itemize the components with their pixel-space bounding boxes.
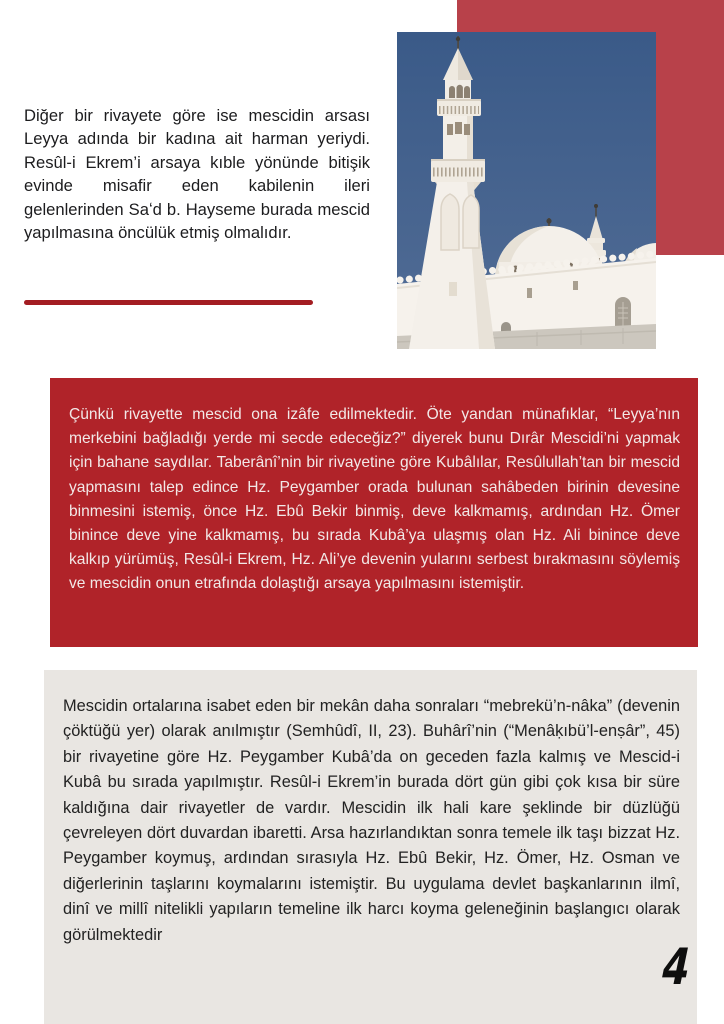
gray-content-box: [44, 670, 697, 1024]
mosque-illustration: [397, 32, 656, 349]
intro-paragraph: Diğer bir rivayete göre ise mescidin arsası Leyya adında bir kadına ait harman yeriydi. Resûl-i Ekrem’i arsaya kıble yönünde bitişik evinde misafir eden kabilenin ileri gelenlerinden Saʻd b. Hayseme burada mescid yapılmasına öncülük etmiş olmalıdır.: [24, 106, 370, 243]
gray-box-paragraph: Mescidin ortalarına isabet eden bir mekân daha sonraları “mebrekü’n-nâka” (devenin çöktüğü yer) olarak anılmıştır (Semhûdî, II, 23). Buhârî’nin (“Menâḳıbü’l-enṣâr”, 45) bir rivayetine göre Hz. Peygamber Kubâ’da on geceden fazla kalmış ve Mescid-i Kubâ bu sırada yapılmıştır. Resûl-i Ekrem’in burada dört gün gibi çok kısa bir süre kaldığına dair rivayetler de vardır. Mescidin ilk hali kare şeklinde bir düzlüğü çevreleyen dört duvardan ibaretti. Arsa hazırlandıktan sonra temele ilk taşı bizzat Hz. Peygamber koymuş, ardından sırasıyla Hz. Ebû Bekir, Hz. Ömer, Hz. Osman ve diğerlerinin taşlarını koymalarını istemiştir. Bu uygulama devlet başkanlarının ilmî, dinî ve millî nitelikli yapıların temeline ilk harcı koyma geleneğinin başlangıcı olarak görülmektedir: [63, 697, 680, 944]
red-divider: [24, 300, 313, 305]
red-highlight-box: [50, 378, 698, 647]
red-box-paragraph: Çünkü rivayette mescid ona izâfe edilmektedir. Öte yandan münafıklar, “Leyya’nın merkebini bağladığı yerde mi secde edeceğiz?” diyerek bunu Dırâr Mescidi’ni yapmak için bahane saydılar. Taberânî’nin bir rivayetine göre Kubâlılar, Resûlullah’tan bir mescid yapmasını talep edince Hz. Peygamber orada bulunan sahâbeden birinin devesine binmesini istemiş, önce Hz. Ebû Bekir binmiş, deve kalkmamış, ardından Hz. Ömer binince deve yine kalkmamış, bu sırada Kubâ’ya ulaşmış olan Hz. Ali binince deve kalkıp yürümüş, Resûl-i Ekrem, Hz. Ali’ye devenin yularını serbest bırakmasını söylemiş ve mescidin onun etrafında dolaştığı arsaya yapılmasını istemiştir.: [69, 406, 680, 593]
mosque-photo: [397, 32, 656, 349]
page-number: 4: [661, 938, 692, 996]
